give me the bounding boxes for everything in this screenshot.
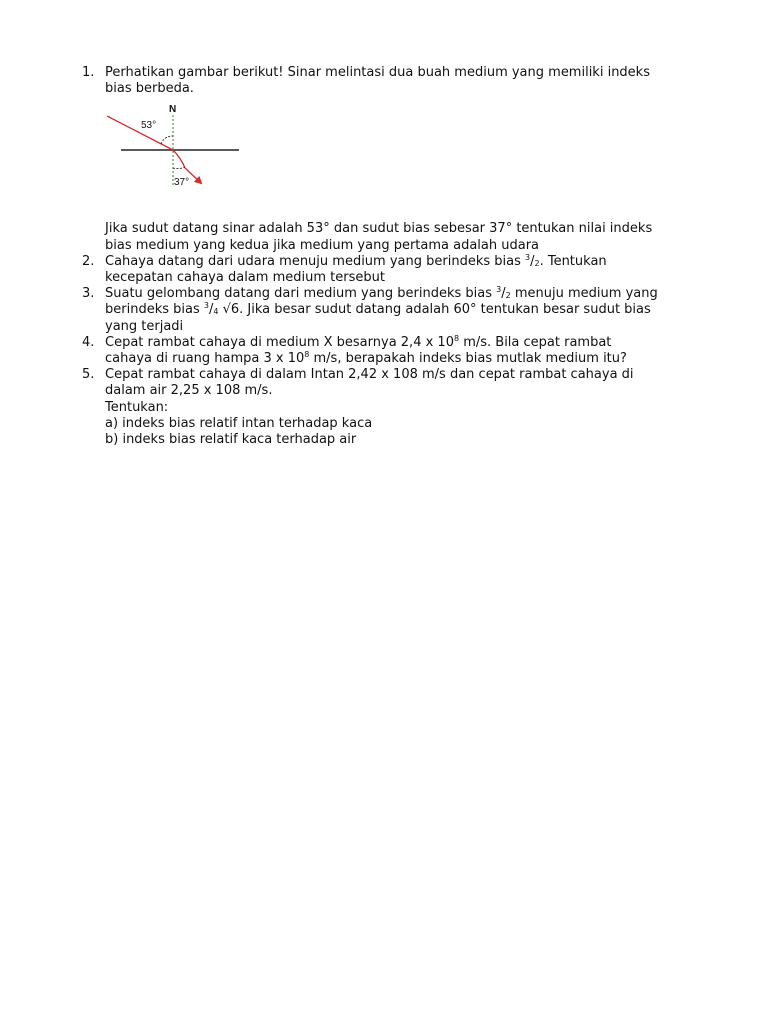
question-text-line — [105, 302, 726, 318]
answer-option-a: a) indeks bias relatif intan terhadap kaca — [105, 415, 373, 431]
text-segment: Cepat rambat cahaya di medium X besarnya 2,4 x 10 — [105, 334, 454, 350]
text-segment: Suatu gelombang datang dari medium yang berindeks bias — [105, 286, 497, 302]
question-text-line — [105, 351, 726, 367]
question-2 — [76, 254, 726, 286]
text-segment: √6. Jika besar sudut datang adalah 60° tentukan besar sudut bias — [218, 302, 651, 318]
normal-label: N — [169, 104, 177, 116]
fraction-numerator: 3 — [496, 285, 502, 295]
fraction-slash: / — [501, 286, 506, 302]
question-text-line: bias berbeda. — [105, 81, 194, 97]
fraction-slash: / — [208, 302, 214, 318]
fraction-denominator: 2 — [505, 291, 511, 301]
question-text-line — [105, 254, 726, 270]
text-segment: m/s, berapakah indeks bias mutlak medium itu? — [309, 351, 627, 367]
text-segment: menuju medium yang — [510, 286, 658, 302]
question-4 — [76, 335, 726, 367]
question-number: 5. — [82, 367, 95, 383]
fraction-denominator: 2 — [534, 258, 540, 268]
question-text-line: kecepatan cahaya dalam medium tersebut — [105, 270, 385, 286]
question-number: 4. — [82, 334, 95, 350]
refracted-angle-label: 37° — [174, 177, 190, 189]
answer-option-b: b) indeks bias relatif kaca terhadap air — [105, 432, 357, 448]
question-3 — [76, 286, 726, 335]
refraction-diagram — [105, 97, 726, 221]
fraction-denominator: 4 — [213, 307, 219, 317]
question-text-line: dalam air 2,25 x 108 m/s. — [105, 383, 273, 399]
question-text-line — [105, 286, 726, 302]
question-number: 1. — [82, 65, 95, 80]
question-text-line: Tentukan: — [105, 399, 169, 415]
question-5 — [76, 367, 726, 448]
refraction-diagram-svg — [105, 104, 245, 214]
question-text-line: Cepat rambat cahaya di dalam Intan 2,42 x 108 m/s dan cepat rambat cahaya di — [105, 367, 634, 383]
incident-angle-label: 53° — [141, 120, 157, 132]
exponent: 8 — [304, 350, 310, 360]
incident-angle-arc — [161, 136, 173, 144]
question-1 — [76, 65, 726, 254]
question-number: 3. — [82, 286, 95, 302]
exponent: 8 — [453, 333, 460, 343]
question-number: 2. — [82, 253, 95, 269]
fraction-numerator: 3 — [203, 301, 209, 311]
refracted-angle-arc — [173, 167, 185, 169]
fraction-numerator: 3 — [525, 252, 531, 262]
text-segment: m/s. Bila cepat rambat — [459, 334, 612, 350]
question-list — [76, 65, 726, 448]
question-text-line — [105, 335, 726, 351]
incident-ray — [107, 116, 173, 150]
question-text-line: yang terjadi — [105, 318, 184, 334]
text-segment: berindeks bias — [105, 302, 204, 318]
question-text-line: Jika sudut datang sinar adalah 53° dan sudut bias sebesar 37° tentukan nilai indeks — [105, 221, 653, 237]
text-segment: Cahaya datang dari udara menuju medium yang berindeks bias — [105, 253, 525, 269]
text-segment: cahaya di ruang hampa 3 x 10 — [105, 351, 305, 367]
question-text-line: bias medium yang kedua jika medium yang pertama adalah udara — [105, 237, 540, 253]
question-text-line: Perhatikan gambar berikut! Sinar melintasi dua buah medium yang memiliki indeks — [105, 65, 650, 80]
text-segment: . Tentukan — [539, 253, 607, 269]
fraction-slash: / — [530, 253, 535, 269]
